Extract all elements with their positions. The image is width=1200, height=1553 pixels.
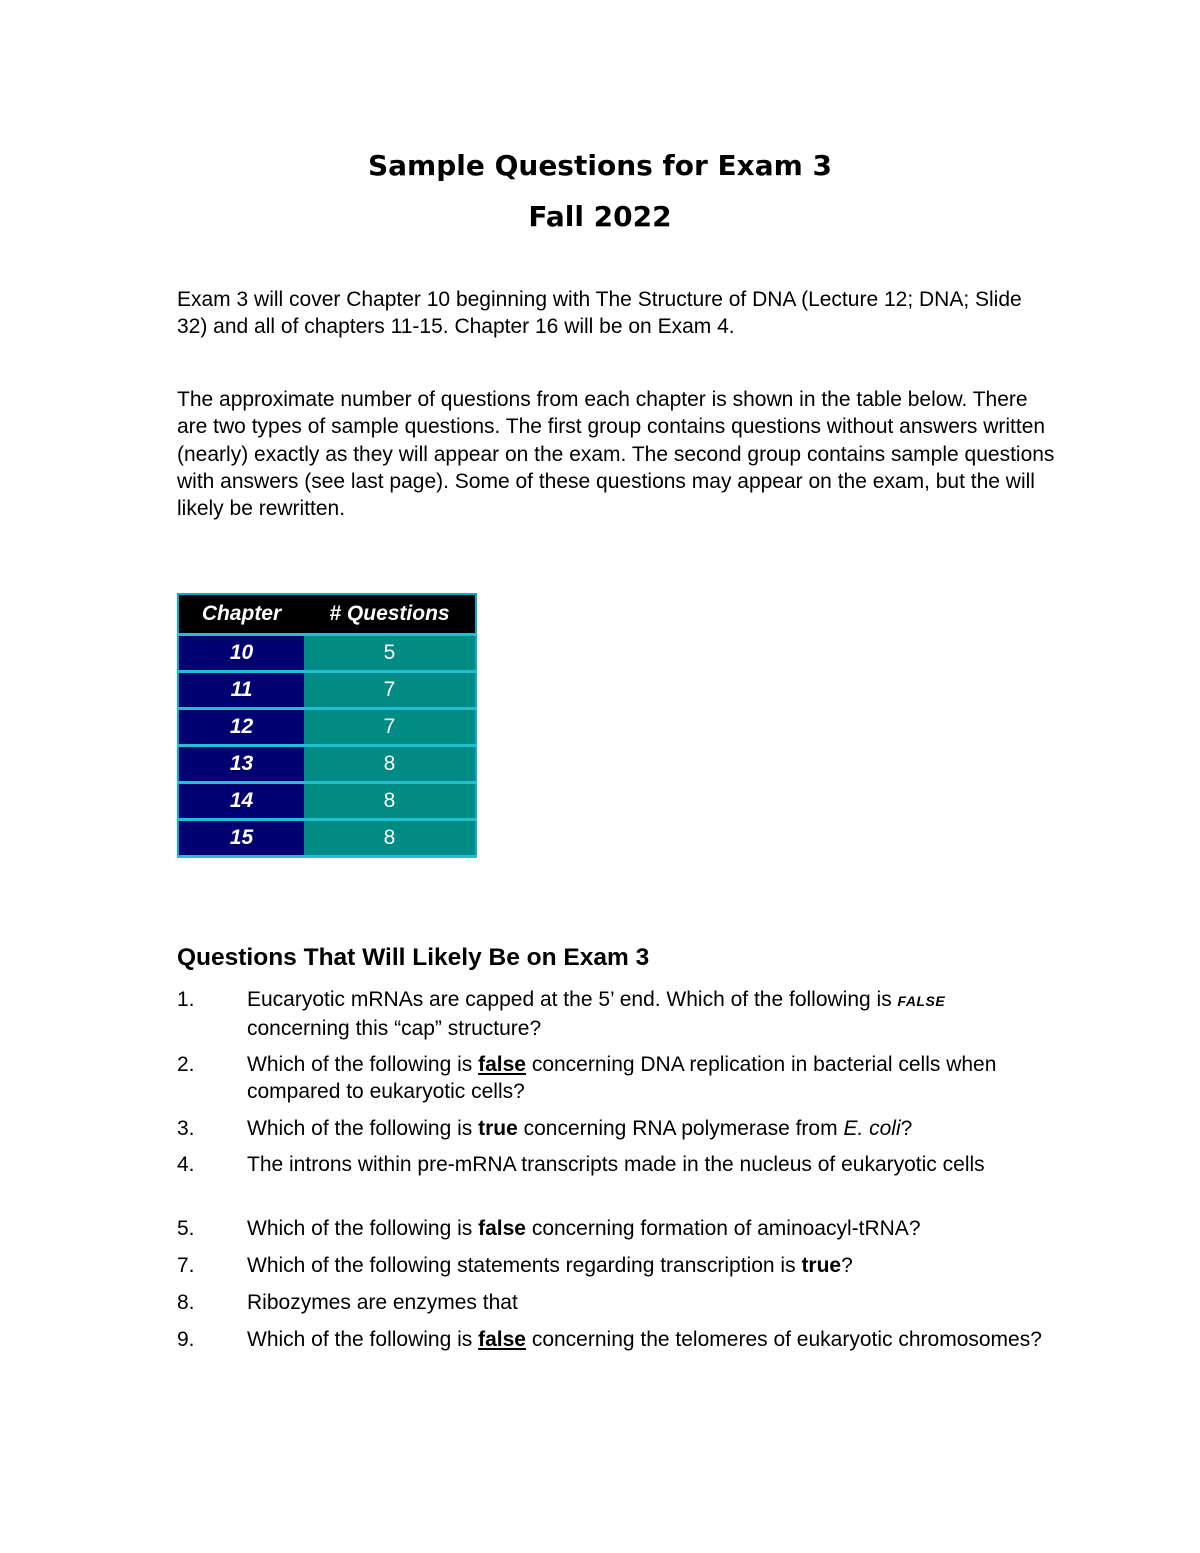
question-number: 2. — [177, 1053, 195, 1076]
question-text: The introns within pre-mRNA transcripts made in the nucleus of eukaryotic cells — [247, 1153, 985, 1176]
emphasis-false: false — [478, 1328, 526, 1351]
question-number: 4. — [177, 1153, 195, 1176]
chapter-questions-table — [177, 593, 477, 858]
question-text: Ribozymes are enzymes that — [247, 1291, 518, 1314]
question-count-cell: 5 — [304, 635, 476, 672]
questions-heading: Questions That Will Likely Be on Exam 3 — [177, 944, 650, 971]
table-row — [178, 709, 476, 746]
description-paragraph: The approximate number of questions from each chapter is shown in the table below. There are two types of sample questions. The first group contains questions without answers written (nearly) exactly as they will appear on the exam. The second group contains sample questions with answers (see last page). Some of these questions may appear on the exam, but the will likely be rewritten. — [177, 388, 1055, 521]
species-name: E. coli — [843, 1117, 901, 1140]
question-number: 3. — [177, 1117, 195, 1140]
question-count-cell: 8 — [304, 820, 476, 857]
chapter-cell: 12 — [178, 709, 304, 746]
chapter-cell: 14 — [178, 783, 304, 820]
chapter-cell: 15 — [178, 820, 304, 857]
question-text: Which of the following is false concerning DNA replication in bacterial cells when compared to eukaryotic cells? — [247, 1053, 997, 1103]
emphasis-true: true — [478, 1117, 518, 1140]
question-text: Which of the following statements regarding transcription is true? — [247, 1254, 853, 1277]
question-text: Which of the following is true concerning RNA polymerase from E. coli? — [247, 1117, 913, 1140]
emphasis-false: false — [478, 1217, 526, 1240]
table-header-row — [178, 594, 476, 635]
question-text: Which of the following is false concerning the telomeres of eukaryotic chromosomes? — [247, 1328, 1042, 1351]
question-count-cell: 7 — [304, 672, 476, 709]
question-text: Which of the following is false concerning formation of aminoacyl-tRNA? — [247, 1217, 921, 1240]
question-number: 7. — [177, 1254, 195, 1277]
table-row — [178, 783, 476, 820]
document-term: Fall 2022 — [528, 200, 672, 233]
table-row — [178, 820, 476, 857]
emphasis-true: true — [801, 1254, 842, 1277]
emphasis-false: FALSE — [897, 993, 946, 1009]
chapter-cell: 13 — [178, 746, 304, 783]
chapter-column-header: Chapter — [178, 594, 304, 635]
document-title: Sample Questions for Exam 3 — [367, 149, 833, 182]
table-row — [178, 672, 476, 709]
question-number: 9. — [177, 1328, 195, 1351]
question-count-cell: 7 — [304, 709, 476, 746]
table-row — [178, 746, 476, 783]
question-count-cell: 8 — [304, 746, 476, 783]
question-count-cell: 8 — [304, 783, 476, 820]
coverage-paragraph: Exam 3 will cover Chapter 10 beginning with The Structure of DNA (Lecture 12; DNA; Slide 32) and all of chapters 11-15. Chapter 16 will be on Exam 4. — [177, 288, 1022, 339]
question-number: 8. — [177, 1291, 195, 1314]
chapter-cell: 10 — [178, 635, 304, 672]
question-number: 1. — [177, 988, 195, 1011]
table-row — [178, 635, 476, 672]
question-number: 5. — [177, 1217, 195, 1240]
chapter-cell: 11 — [178, 672, 304, 709]
question-text: Eucaryotic mRNAs are capped at the 5’ end. Which of the following is FALSE concerning this “cap” structure? — [247, 988, 946, 1040]
questions-column-header: # Questions — [304, 594, 476, 635]
emphasis-false: false — [478, 1053, 526, 1076]
